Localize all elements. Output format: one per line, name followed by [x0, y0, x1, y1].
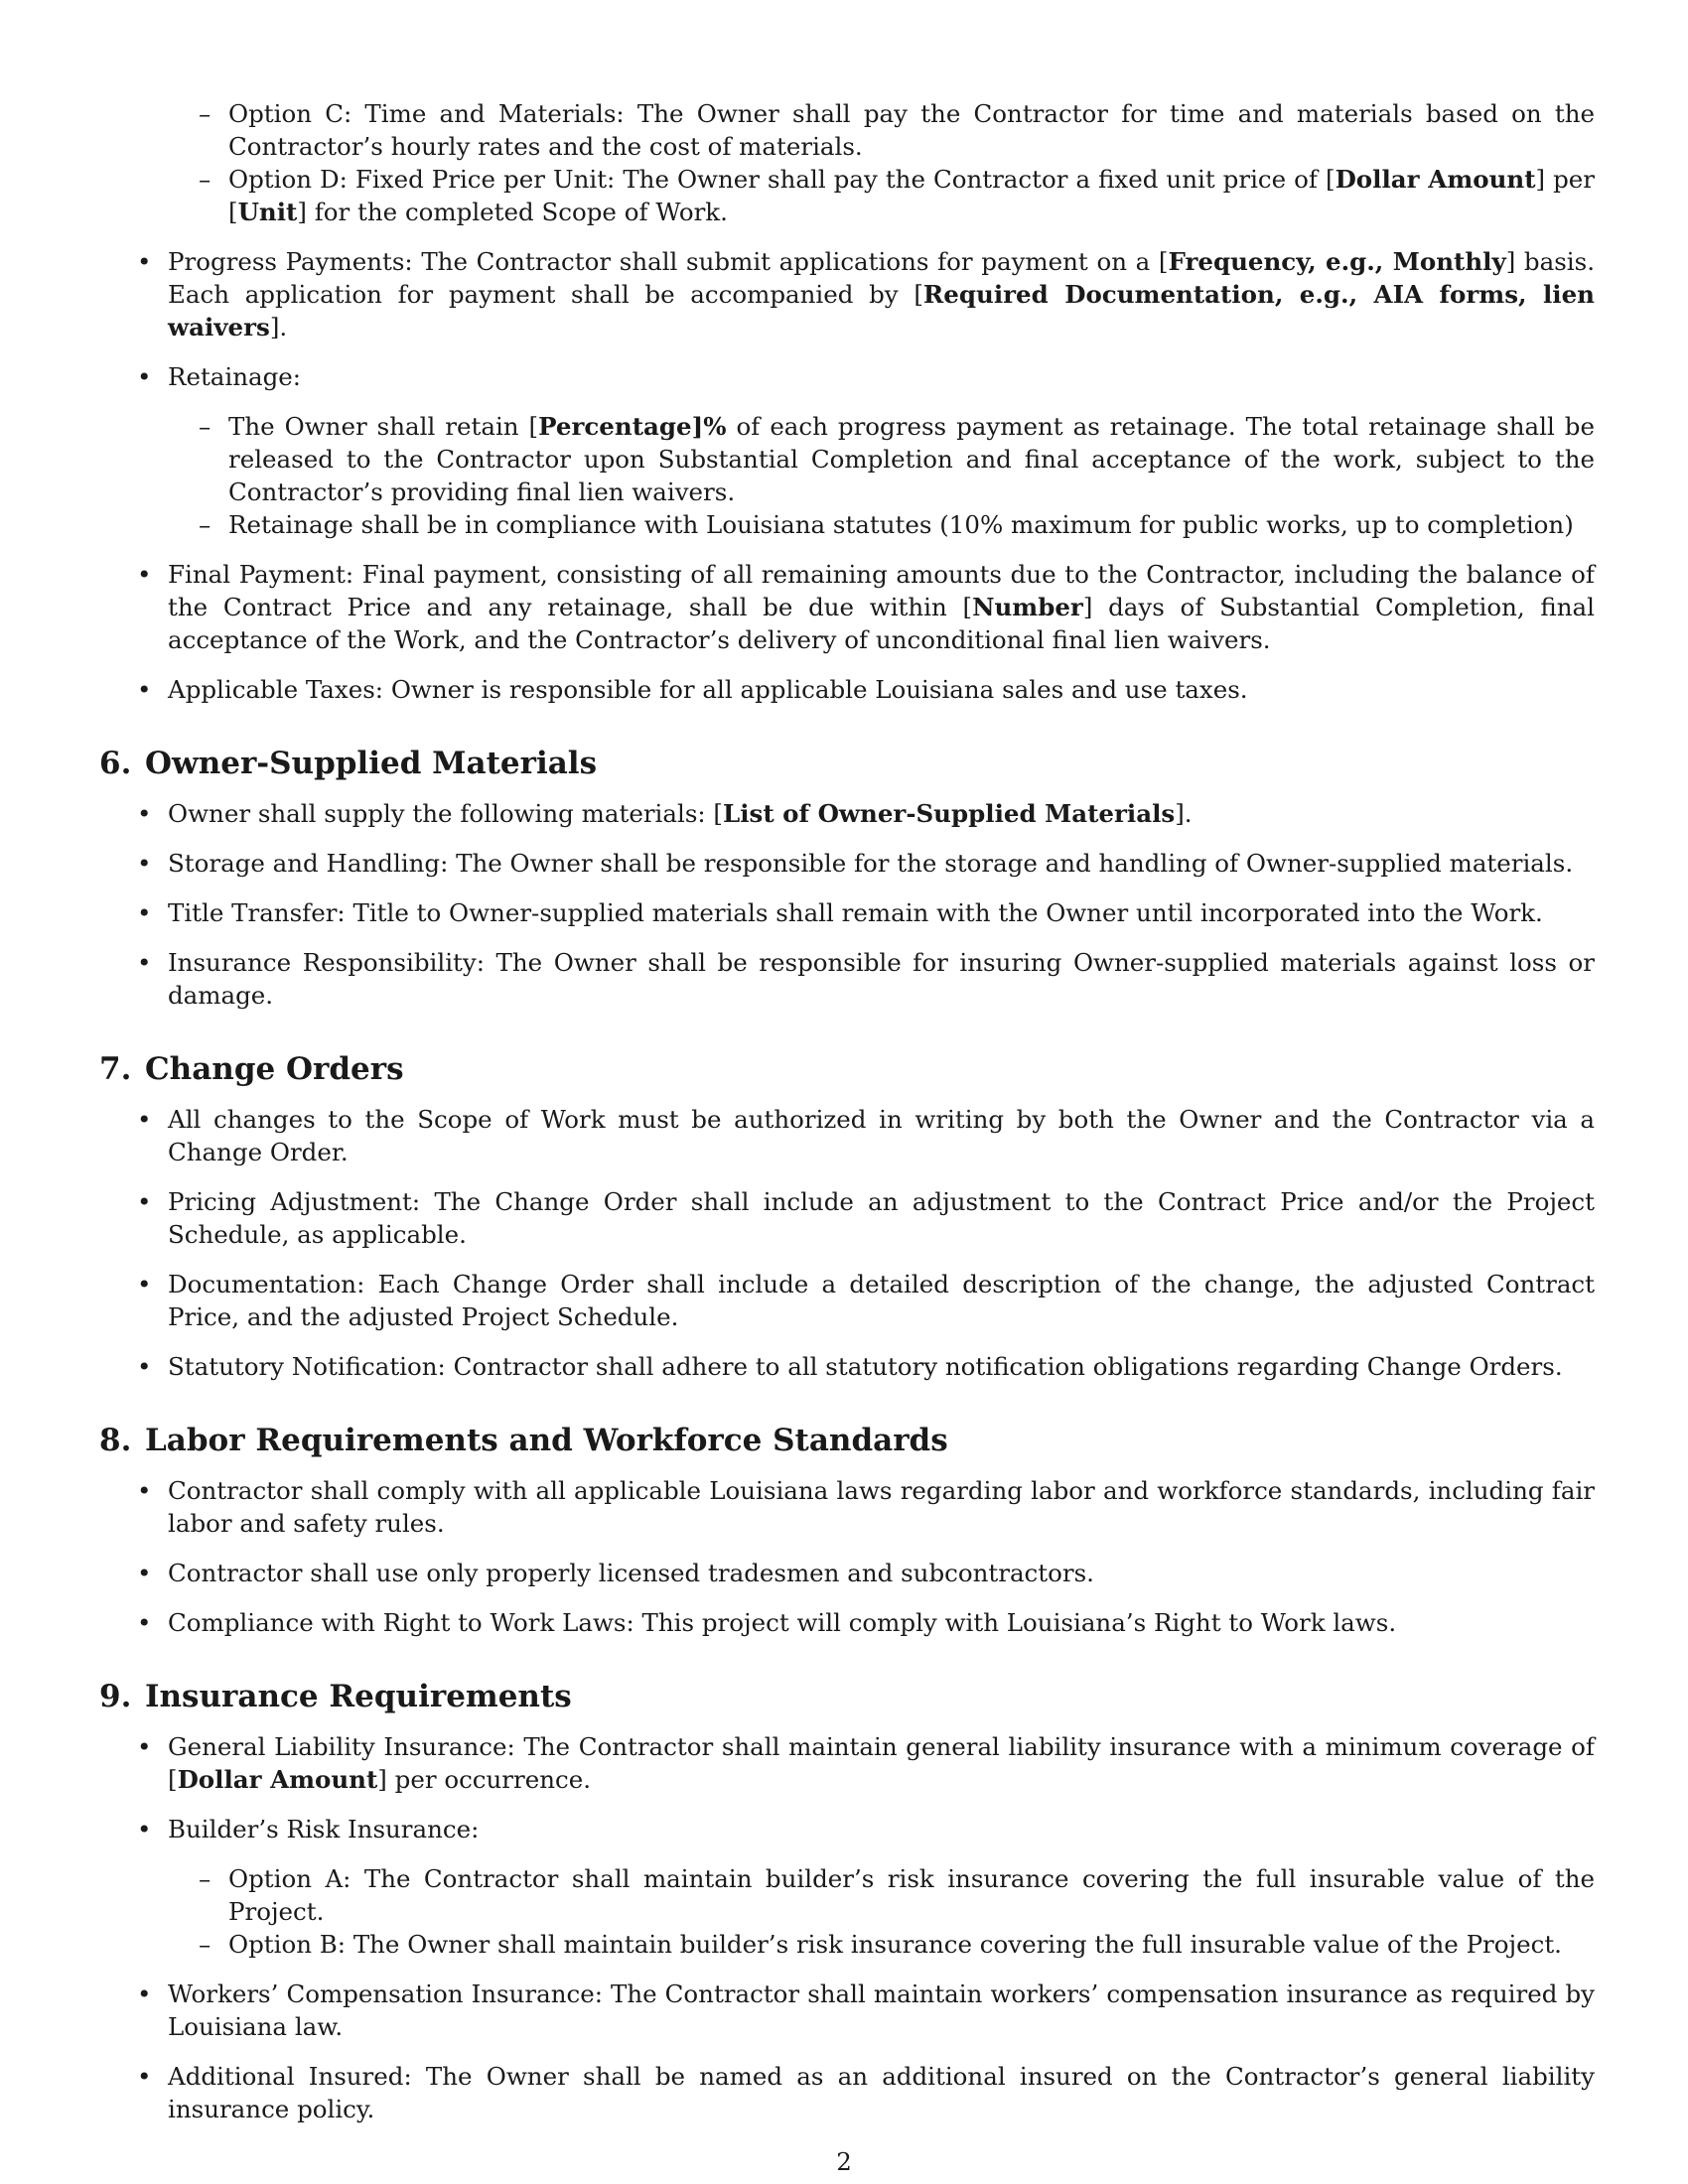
retainage-item: • Retainage: – The Owner shall retain [Percentage]% of each progress payment as retainage. The total retainage shall be released to the Contractor upon Substantial Completion and final acceptance of the work, subject to the Contractor’s providing final lien waivers. – Retainage shall be in compliance with Louisiana statutes (10% maximum for public works, up to completion) — [99, 360, 1595, 541]
section-8-list — [99, 1474, 1595, 1639]
page-number: 2 — [836, 2147, 852, 2176]
section-6-list — [99, 797, 1595, 1012]
builders-risk-option: – Option A: The Contractor shall maintain builder’s risk insurance covering the full insurable value of the Project. — [168, 1862, 1595, 1928]
list-item: • Owner shall supply the following materials: [List of Owner-Supplied Materials]. — [99, 797, 1595, 830]
section-7-list — [99, 1103, 1595, 1383]
section-9-list — [99, 1730, 1595, 2125]
document-page — [99, 97, 1595, 2142]
payment-options-list — [168, 97, 1595, 228]
list-item: • All changes to the Scope of Work must be authorized in writing by both the Owner and the Contractor via a Change Order. — [99, 1103, 1595, 1168]
section-9-heading: 9. Insurance Requirements — [99, 1679, 572, 1714]
workers-comp-item: • Workers’ Compensation Insurance: The Contractor shall maintain workers’ compensation insurance as required by Louisiana law. — [99, 1978, 1595, 2043]
builders-risk-option: – Option B: The Owner shall maintain builder’s risk insurance covering the full insurable value of the Project. — [168, 1928, 1595, 1961]
retainage-sublist — [168, 410, 1595, 541]
progress-payments-item: • Progress Payments: The Contractor shall submit applications for payment on a [Frequency, e.g., Monthly] basis. Each application for payment shall be accompanied by [Required Documentation, e.g., AIA forms, lien waivers]. — [99, 245, 1595, 343]
section-8-heading: 8. Labor Requirements and Workforce Standards — [99, 1423, 948, 1458]
list-item: • Documentation: Each Change Order shall include a detailed description of the change, the adjusted Contract Price, and the adjusted Project Schedule. — [99, 1268, 1595, 1333]
retainage-sub-item: – Retainage shall be in compliance with Louisiana statutes (10% maximum for public works, up to completion) — [168, 508, 1595, 541]
list-item: • Contractor shall comply with all applicable Louisiana laws regarding labor and workforce standards, including fair labor and safety rules. — [99, 1474, 1595, 1540]
payment-option-d: – Option D: Fixed Price per Unit: The Owner shall pay the Contractor a fixed unit price of [Dollar Amount] per [Unit] for the completed Scope of Work. — [168, 163, 1595, 228]
list-item: • Compliance with Right to Work Laws: This project will comply with Louisiana’s Right to Work laws. — [99, 1606, 1595, 1639]
general-liability-item: • General Liability Insurance: The Contractor shall maintain general liability insurance with a minimum coverage of [Dollar Amount] per occurrence. — [99, 1730, 1595, 1796]
list-item: • Contractor shall use only properly licensed tradesmen and subcontractors. — [99, 1557, 1595, 1589]
builders-risk-sublist — [168, 1862, 1595, 1961]
section-6-heading: 6. Owner-Supplied Materials — [99, 746, 598, 781]
list-item: • Statutory Notification: Contractor shall adhere to all statutory notification obligations regarding Change Orders. — [99, 1350, 1595, 1383]
list-item: • Pricing Adjustment: The Change Order shall include an adjustment to the Contract Price and/or the Project Schedule, as applicable. — [99, 1185, 1595, 1251]
additional-insured-item: • Additional Insured: The Owner shall be named as an additional insured on the Contractor’s general liability insurance policy. — [99, 2060, 1595, 2125]
builders-risk-item: • Builder’s Risk Insurance: – Option A: The Contractor shall maintain builder’s risk insurance covering the full insurable value of the Project. – Option B: The Owner shall maintain builder’s risk insurance covering the full insurable value of the Project. — [99, 1813, 1595, 1961]
list-item: • Title Transfer: Title to Owner-supplied materials shall remain with the Owner until incorporated into the Work. — [99, 896, 1595, 929]
payment-terms-list — [99, 245, 1595, 706]
list-item: • Insurance Responsibility: The Owner shall be responsible for insuring Owner-supplied materials against loss or damage. — [99, 946, 1595, 1012]
retainage-sub-item: – The Owner shall retain [Percentage]% of each progress payment as retainage. The total retainage shall be released to the Contractor upon Substantial Completion and final acceptance of the work, subject to the Contractor’s providing final lien waivers. — [168, 410, 1595, 508]
payment-option-c: – Option C: Time and Materials: The Owner shall pay the Contractor for time and materials based on the Contractor’s hourly rates and the cost of materials. — [168, 97, 1595, 163]
applicable-taxes-item: • Applicable Taxes: Owner is responsible for all applicable Louisiana sales and use taxes. — [99, 673, 1595, 706]
section-7-heading: 7. Change Orders — [99, 1051, 404, 1087]
list-item: • Storage and Handling: The Owner shall be responsible for the storage and handling of Owner-supplied materials. — [99, 847, 1595, 880]
final-payment-item: • Final Payment: Final payment, consisting of all remaining amounts due to the Contractor, including the balance of the Contract Price and any retainage, shall be due within [Number] days of Substantial Completion, final acceptance of the Work, and the Contractor’s delivery of unconditional final lien waivers. — [99, 558, 1595, 656]
